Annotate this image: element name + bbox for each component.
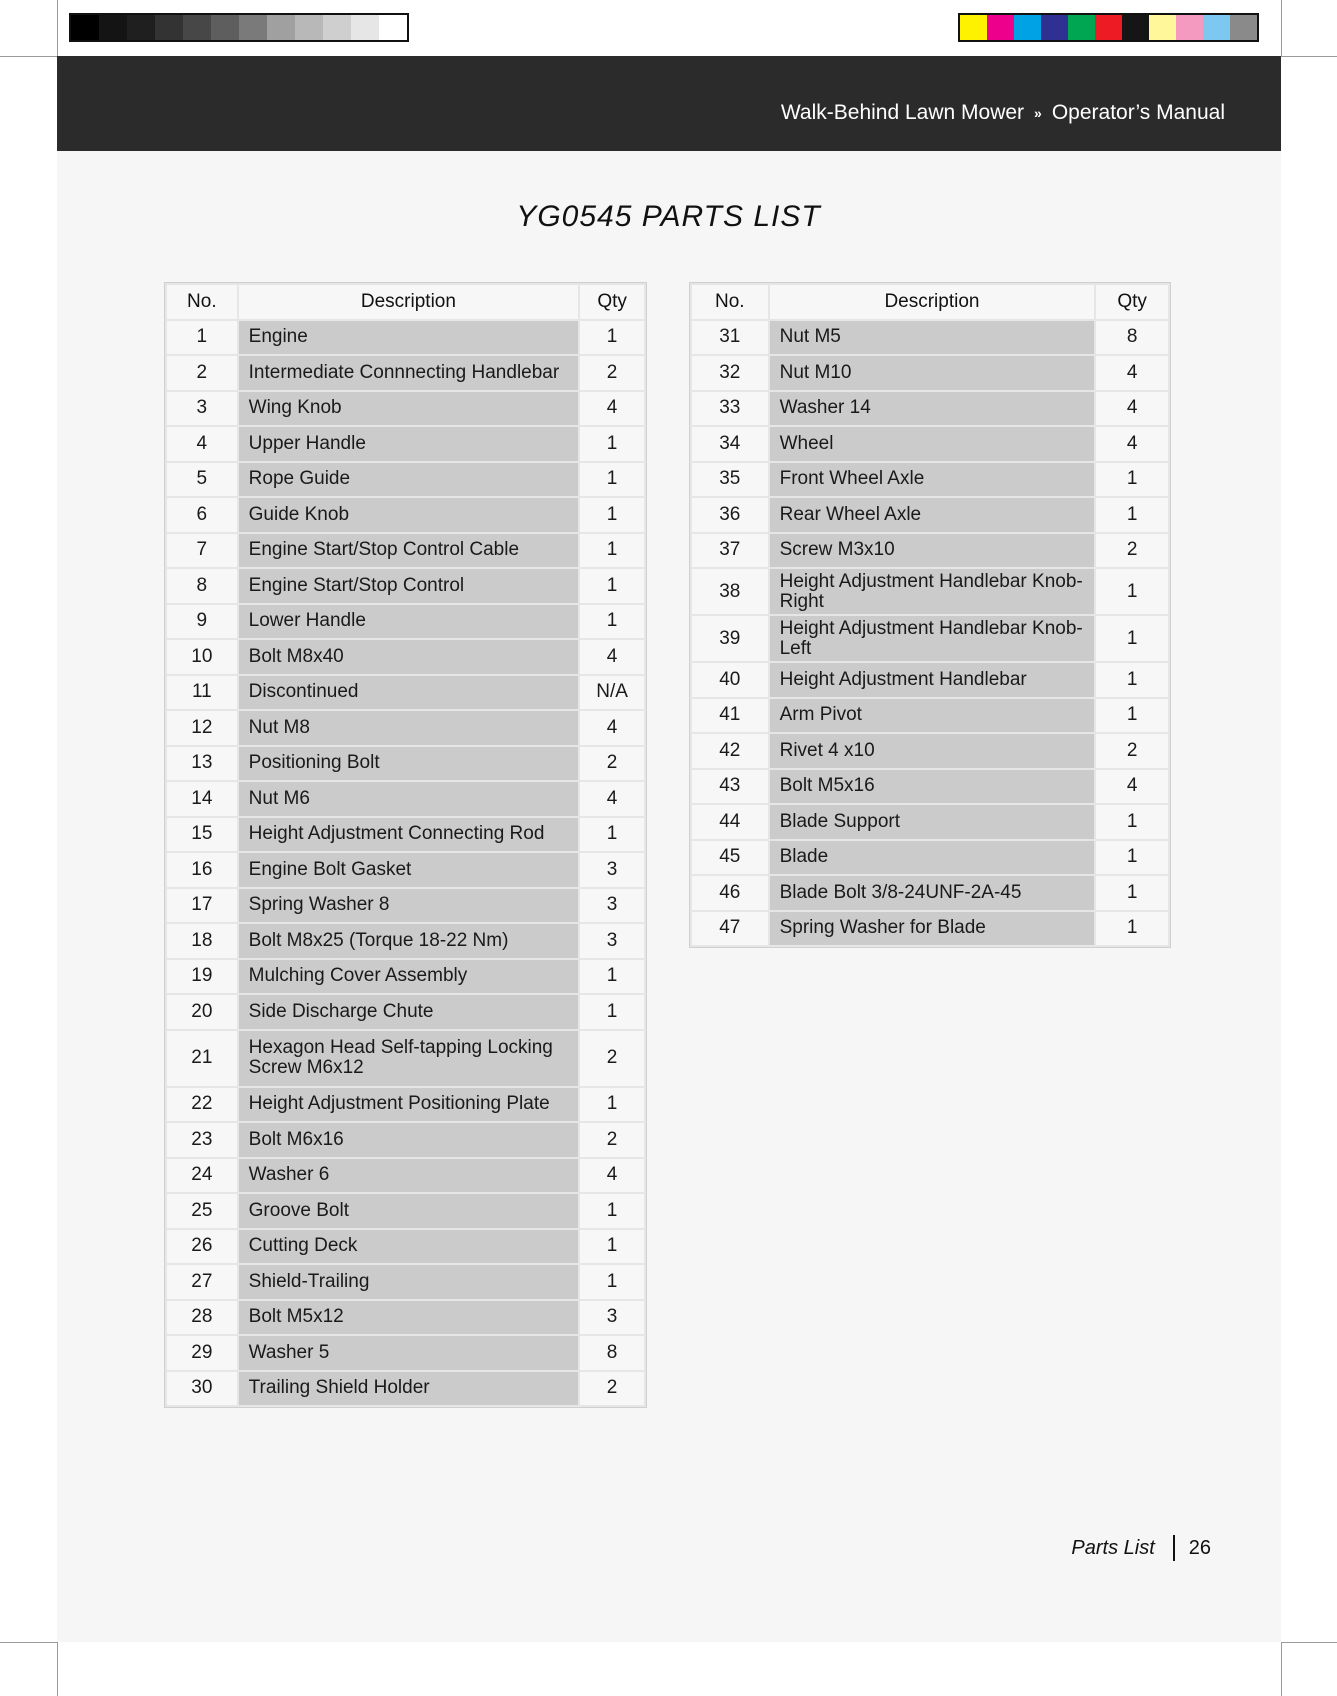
cell-qty: 4 (1096, 427, 1168, 461)
parts-table-right (689, 282, 1171, 948)
table-row (692, 498, 1168, 532)
cell-no: 9 (167, 605, 237, 639)
cell-qty: 2 (1096, 734, 1168, 768)
cell-description: Intermediate Connnecting Handlebar (239, 356, 579, 390)
cell-qty: 3 (580, 924, 644, 958)
table-row (692, 534, 1168, 568)
crop-mark (57, 0, 58, 56)
cell-description: Blade Bolt 3/8-24UNF-2A-45 (770, 876, 1095, 910)
cell-description: Engine Start/Stop Control Cable (239, 534, 579, 568)
table-row (692, 912, 1168, 946)
parts-table-left (164, 282, 647, 1408)
calibration-swatch (379, 15, 407, 40)
cell-description: Bolt M6x16 (239, 1123, 579, 1157)
calibration-swatch (183, 15, 211, 40)
calibration-swatch (211, 15, 239, 40)
cell-qty: 1 (580, 1194, 644, 1228)
calibration-swatch (267, 15, 295, 40)
cell-description: Mulching Cover Assembly (239, 960, 579, 994)
cell-description: Height Adjustment Handlebar Knob-Left (770, 616, 1095, 661)
header-manual: Operator’s Manual (1051, 101, 1225, 124)
table-row (167, 924, 644, 958)
cell-no: 29 (167, 1336, 237, 1370)
crop-mark (1281, 1642, 1337, 1643)
cell-no: 19 (167, 960, 237, 994)
table-row (167, 569, 644, 603)
cell-qty: 1 (1096, 699, 1168, 733)
column-header-no: No. (692, 285, 768, 319)
cell-qty: 4 (580, 640, 644, 674)
cell-description: Bolt M5x12 (239, 1301, 579, 1335)
calibration-swatch (960, 15, 987, 40)
cell-no: 32 (692, 356, 768, 390)
cell-description: Rope Guide (239, 463, 579, 497)
table-row (692, 392, 1168, 426)
table-row (692, 699, 1168, 733)
page-number: 26 (1188, 1536, 1211, 1559)
cell-qty: 3 (580, 853, 644, 887)
cell-no: 47 (692, 912, 768, 946)
cell-no: 1 (167, 321, 237, 355)
table-row (167, 1031, 644, 1086)
cell-qty: 3 (580, 889, 644, 923)
cell-qty: 1 (580, 569, 644, 603)
table-row (167, 498, 644, 532)
cell-description: Height Adjustment Handlebar Knob-Right (770, 569, 1095, 614)
calibration-swatch (71, 15, 99, 40)
cell-no: 36 (692, 498, 768, 532)
cell-qty: 1 (580, 960, 644, 994)
table-row (167, 782, 644, 816)
cell-no: 31 (692, 321, 768, 355)
cell-qty: 4 (580, 711, 644, 745)
cell-qty: 4 (580, 782, 644, 816)
table-row (167, 427, 644, 461)
crop-mark (1281, 1642, 1282, 1696)
table-row (167, 1159, 644, 1193)
cell-description: Spring Washer for Blade (770, 912, 1095, 946)
footer-divider (1173, 1535, 1175, 1561)
table-row (167, 960, 644, 994)
cell-qty: 4 (1096, 392, 1168, 426)
cell-no: 42 (692, 734, 768, 768)
table-row (692, 356, 1168, 390)
table-row (692, 321, 1168, 355)
cell-description: Bolt M8x25 (Torque 18-22 Nm) (239, 924, 579, 958)
cell-description: Nut M10 (770, 356, 1095, 390)
table-row (167, 1372, 644, 1406)
table-row (692, 569, 1168, 614)
crop-mark (1281, 56, 1337, 57)
cell-no: 6 (167, 498, 237, 532)
cell-no: 10 (167, 640, 237, 674)
cell-description: Blade (770, 841, 1095, 875)
table-row (692, 663, 1168, 697)
column-header-no: No. (167, 285, 237, 319)
cell-qty: 1 (580, 427, 644, 461)
cell-no: 18 (167, 924, 237, 958)
cell-no: 3 (167, 392, 237, 426)
cell-description: Nut M6 (239, 782, 579, 816)
cell-description: Discontinued (239, 676, 579, 710)
cell-qty: 4 (1096, 356, 1168, 390)
cell-no: 34 (692, 427, 768, 461)
cell-qty: 1 (1096, 463, 1168, 497)
column-header-qty: Qty (580, 285, 644, 319)
cell-qty: 4 (1096, 770, 1168, 804)
table-row (167, 534, 644, 568)
table-row (167, 1336, 644, 1370)
calibration-swatch (987, 15, 1014, 40)
cell-no: 12 (167, 711, 237, 745)
calibration-swatch (239, 15, 267, 40)
cell-description: Height Adjustment Handlebar (770, 663, 1095, 697)
calibration-swatch (1176, 15, 1203, 40)
cell-no: 30 (167, 1372, 237, 1406)
table-row (167, 356, 644, 390)
table-row (692, 805, 1168, 839)
cell-no: 33 (692, 392, 768, 426)
cell-description: Engine Start/Stop Control (239, 569, 579, 603)
table-row (167, 463, 644, 497)
cell-qty: 1 (580, 463, 644, 497)
table-row (167, 747, 644, 781)
cell-qty: 1 (1096, 663, 1168, 697)
cell-no: 14 (167, 782, 237, 816)
cell-no: 26 (167, 1230, 237, 1264)
cell-no: 16 (167, 853, 237, 887)
table-row (167, 1265, 644, 1299)
cell-qty: 1 (1096, 876, 1168, 910)
cell-no: 4 (167, 427, 237, 461)
cell-qty: 4 (580, 1159, 644, 1193)
table-row (692, 841, 1168, 875)
table-row (167, 1088, 644, 1122)
calibration-swatch (323, 15, 351, 40)
cell-description: Guide Knob (239, 498, 579, 532)
cell-description: Lower Handle (239, 605, 579, 639)
cell-description: Trailing Shield Holder (239, 1372, 579, 1406)
cell-description: Positioning Bolt (239, 747, 579, 781)
column-header-description: Description (770, 285, 1095, 319)
cell-description: Wing Knob (239, 392, 579, 426)
calibration-swatch (99, 15, 127, 40)
page-title: YG0545 PARTS LIST (516, 200, 821, 233)
cell-no: 24 (167, 1159, 237, 1193)
table-row (167, 1230, 644, 1264)
cell-qty: 1 (580, 818, 644, 852)
cell-no: 11 (167, 676, 237, 710)
cell-no: 17 (167, 889, 237, 923)
column-header-description: Description (239, 285, 579, 319)
cell-no: 41 (692, 699, 768, 733)
calibration-swatch (295, 15, 323, 40)
cell-qty: 2 (580, 356, 644, 390)
cell-qty: 3 (580, 1301, 644, 1335)
crop-mark (1281, 0, 1282, 56)
cell-qty: 1 (1096, 616, 1168, 661)
cell-description: Side Discharge Chute (239, 995, 579, 1029)
calibration-swatch (1068, 15, 1095, 40)
calibration-swatch (1230, 15, 1257, 40)
cell-no: 44 (692, 805, 768, 839)
cell-qty: 1 (580, 1265, 644, 1299)
table-row (167, 1194, 644, 1228)
calibration-swatch (127, 15, 155, 40)
table-row (692, 427, 1168, 461)
cell-description: Blade Support (770, 805, 1095, 839)
cell-no: 27 (167, 1265, 237, 1299)
calibration-swatch (351, 15, 379, 40)
cell-no: 13 (167, 747, 237, 781)
cell-qty: 1 (1096, 498, 1168, 532)
table-row (692, 734, 1168, 768)
cell-no: 39 (692, 616, 768, 661)
header-product: Walk-Behind Lawn Mower (780, 101, 1025, 124)
cell-no: 35 (692, 463, 768, 497)
cell-no: 28 (167, 1301, 237, 1335)
calibration-swatch (1122, 15, 1149, 40)
calibration-swatch (1041, 15, 1068, 40)
cell-description: Engine (239, 321, 579, 355)
color-calibration-bar (958, 13, 1259, 42)
cell-no: 15 (167, 818, 237, 852)
cell-qty: 2 (580, 1372, 644, 1406)
page-footer (1071, 1535, 1211, 1561)
cell-no: 45 (692, 841, 768, 875)
cell-no: 20 (167, 995, 237, 1029)
grayscale-calibration-bar (69, 13, 409, 42)
header-breadcrumb (781, 101, 1225, 125)
cell-qty: 1 (580, 605, 644, 639)
calibration-swatch (1203, 15, 1230, 40)
cell-no: 21 (167, 1031, 237, 1086)
table-row (167, 321, 644, 355)
calibration-swatch (155, 15, 183, 40)
cell-description: Shield-Trailing (239, 1265, 579, 1299)
header-separator: » (1034, 105, 1042, 121)
cell-no: 46 (692, 876, 768, 910)
cell-description: Front Wheel Axle (770, 463, 1095, 497)
calibration-swatch (1095, 15, 1122, 40)
crop-mark (0, 1642, 57, 1643)
cell-qty: 4 (580, 392, 644, 426)
table-header-row (692, 285, 1168, 319)
cell-qty: 2 (1096, 534, 1168, 568)
cell-no: 23 (167, 1123, 237, 1157)
crop-mark (57, 1642, 58, 1696)
cell-no: 8 (167, 569, 237, 603)
cell-description: Engine Bolt Gasket (239, 853, 579, 887)
cell-no: 40 (692, 663, 768, 697)
cell-description: Bolt M8x40 (239, 640, 579, 674)
table-row (167, 995, 644, 1029)
cell-description: Washer 6 (239, 1159, 579, 1193)
table-row (167, 889, 644, 923)
cell-description: Hexagon Head Self-tapping Locking Screw M6x12 (239, 1031, 579, 1086)
cell-no: 5 (167, 463, 237, 497)
table-row (692, 770, 1168, 804)
cell-description: Spring Washer 8 (239, 889, 579, 923)
crop-mark (0, 56, 57, 57)
table-row (167, 1123, 644, 1157)
cell-description: Rear Wheel Axle (770, 498, 1095, 532)
table-row (692, 876, 1168, 910)
cell-qty: N/A (580, 676, 644, 710)
cell-qty: 1 (580, 534, 644, 568)
cell-description: Screw M3x10 (770, 534, 1095, 568)
cell-qty: 1 (1096, 912, 1168, 946)
footer-section-name: Parts List (1071, 1536, 1155, 1559)
cell-qty: 8 (1096, 321, 1168, 355)
cell-qty: 1 (580, 321, 644, 355)
cell-no: 25 (167, 1194, 237, 1228)
cell-qty: 1 (1096, 805, 1168, 839)
cell-description: Groove Bolt (239, 1194, 579, 1228)
cell-description: Wheel (770, 427, 1095, 461)
cell-description: Bolt M5x16 (770, 770, 1095, 804)
table-row (167, 392, 644, 426)
cell-qty: 1 (1096, 841, 1168, 875)
cell-description: Height Adjustment Positioning Plate (239, 1088, 579, 1122)
table-row (167, 640, 644, 674)
table-row (167, 605, 644, 639)
cell-qty: 1 (1096, 569, 1168, 614)
cell-qty: 1 (580, 1088, 644, 1122)
cell-no: 22 (167, 1088, 237, 1122)
cell-description: Cutting Deck (239, 1230, 579, 1264)
calibration-swatch (1149, 15, 1176, 40)
calibration-swatch (1014, 15, 1041, 40)
table-row (692, 616, 1168, 661)
cell-description: Arm Pivot (770, 699, 1095, 733)
cell-qty: 1 (580, 498, 644, 532)
cell-description: Washer 14 (770, 392, 1095, 426)
table-row (167, 818, 644, 852)
cell-no: 7 (167, 534, 237, 568)
table-row (167, 676, 644, 710)
cell-description: Nut M5 (770, 321, 1095, 355)
cell-qty: 1 (580, 1230, 644, 1264)
cell-no: 43 (692, 770, 768, 804)
table-row (167, 1301, 644, 1335)
cell-no: 38 (692, 569, 768, 614)
cell-qty: 8 (580, 1336, 644, 1370)
column-header-qty: Qty (1096, 285, 1168, 319)
cell-description: Upper Handle (239, 427, 579, 461)
cell-no: 2 (167, 356, 237, 390)
cell-qty: 2 (580, 747, 644, 781)
table-row (167, 853, 644, 887)
cell-qty: 1 (580, 995, 644, 1029)
table-row (167, 711, 644, 745)
cell-no: 37 (692, 534, 768, 568)
cell-description: Nut M8 (239, 711, 579, 745)
cell-qty: 2 (580, 1031, 644, 1086)
cell-qty: 2 (580, 1123, 644, 1157)
cell-description: Height Adjustment Connecting Rod (239, 818, 579, 852)
table-row (692, 463, 1168, 497)
table-header-row (167, 285, 644, 319)
cell-description: Rivet 4 x10 (770, 734, 1095, 768)
cell-description: Washer 5 (239, 1336, 579, 1370)
